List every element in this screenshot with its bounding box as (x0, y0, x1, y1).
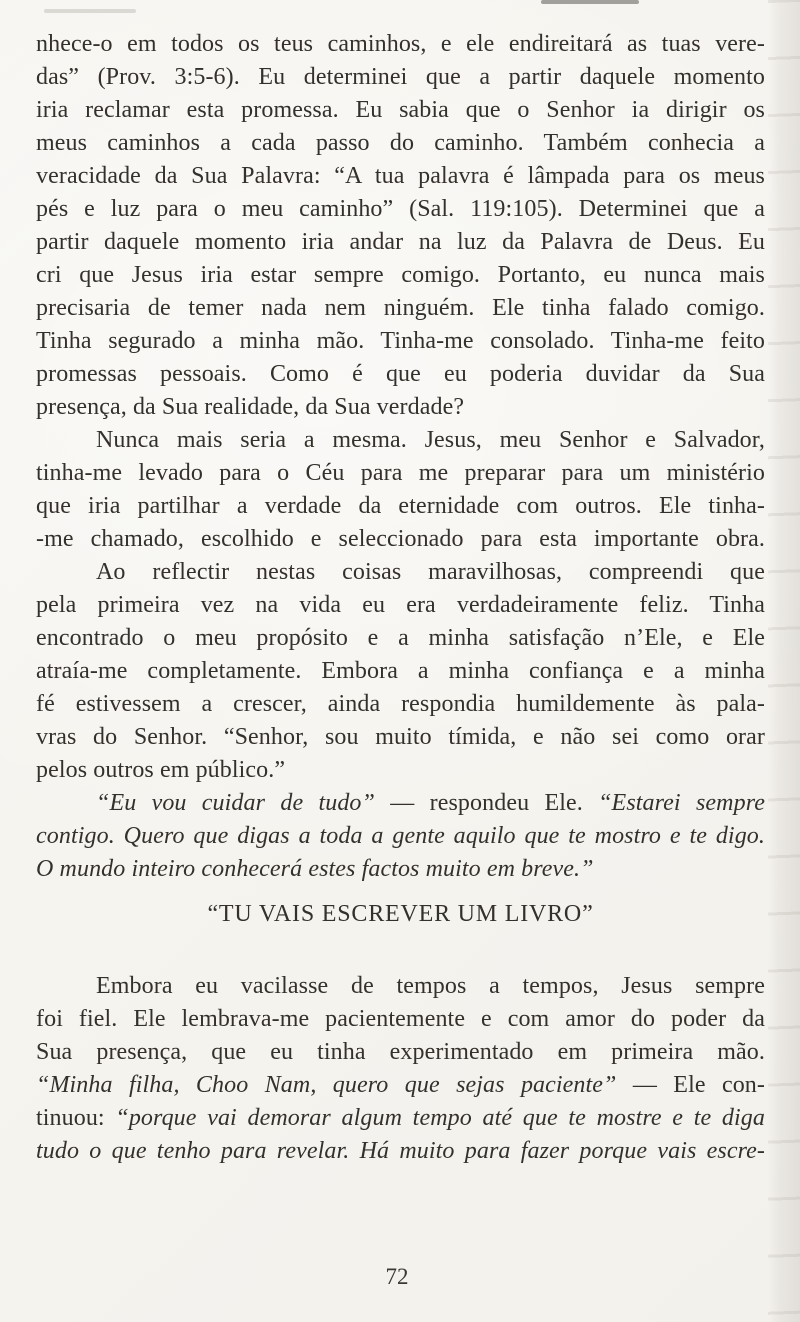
text-line (36, 556, 765, 589)
text-line (36, 589, 765, 622)
text-line (36, 1135, 765, 1168)
text-line (36, 391, 765, 424)
text-run: pelos outros em público.” (36, 757, 286, 783)
text-line (36, 424, 765, 457)
text-line (36, 94, 765, 127)
text-line (36, 1003, 765, 1036)
text-run: presença, da Sua realidade, da Sua verdade? (36, 394, 465, 420)
text-line (36, 688, 765, 721)
italic-text-run: “Minha filha, Choo Nam, quero que sejas paciente” (36, 1072, 617, 1098)
italic-text-run: tudo o que tenho para revelar. Há muito para fazer porque vais escre- (36, 1138, 765, 1164)
italic-text-run: “Estarei sempre (598, 790, 765, 816)
text-run: fé estivessem a crescer, ainda respondia humildemente às pala- (36, 691, 765, 717)
paragraph (36, 424, 765, 556)
text-run: Tinha segurado a minha mão. Tinha-me consolado. Tinha-me feito (36, 328, 765, 354)
text-run: promessas pessoais. Como é que eu poderia duvidar da Sua (36, 361, 765, 387)
text-run: iria reclamar esta promessa. Eu sabia que o Senhor ia dirigir os (36, 97, 765, 123)
text-run: atraía-me completamente. Embora a minha confiança e a minha (36, 658, 765, 684)
text-line (36, 28, 765, 61)
text-line (36, 970, 765, 1003)
italic-text-run: “Eu vou cuidar de tudo” (96, 790, 375, 816)
text-line (36, 1102, 765, 1135)
text-line (36, 193, 765, 226)
text-run: meus caminhos a cada passo do caminho. Também conhecia a (36, 130, 765, 156)
text-run: nhece-o em todos os teus caminhos, e ele endireitará as tuas vere- (36, 31, 765, 57)
text-line (36, 1069, 765, 1102)
text-run: — Ele con- (616, 1072, 765, 1098)
text-run: cri que Jesus iria estar sempre comigo. Portanto, eu nunca mais (36, 262, 765, 288)
text-run: partir daquele momento iria andar na luz da Palavra de Deus. Eu (36, 229, 765, 255)
scan-smudge-artifact (44, 9, 136, 13)
text-line (36, 622, 765, 655)
paragraph (36, 556, 765, 787)
text-run: pés e luz para o meu caminho” (Sal. 119:105). Determinei que a (36, 196, 765, 222)
paragraph (36, 970, 765, 1168)
text-line (36, 655, 765, 688)
section-heading: “TU VAIS ESCREVER UM LIVRO” (207, 901, 594, 927)
paragraph (36, 28, 765, 424)
text-line (36, 721, 765, 754)
text-run: tinuou: (36, 1105, 116, 1131)
text-line (36, 259, 765, 292)
text-line (36, 358, 765, 391)
text-line (36, 61, 765, 94)
text-line (36, 1036, 765, 1069)
text-run: pela primeira vez na vida eu era verdadeiramente feliz. Tinha (36, 592, 765, 618)
text-line (36, 490, 765, 523)
text-line (36, 325, 765, 358)
text-line (36, 160, 765, 193)
text-run: que iria partilhar a verdade da eternidade com outros. Ele tinha- (36, 493, 765, 519)
text-line (36, 127, 765, 160)
text-line (36, 820, 765, 853)
paragraph (36, 787, 765, 886)
page-number: 72 (385, 1264, 409, 1289)
text-line (36, 787, 765, 820)
page-edge-shadow (768, 0, 800, 1322)
text-line (36, 523, 765, 556)
italic-text-run: “porque vai demorar algum tempo até que te mostre e te diga (115, 1105, 765, 1131)
text-run: Nunca mais seria a mesma. Jesus, meu Senhor e Salvador, (96, 427, 765, 453)
text-run: Sua presença, que eu tinha experimentado em primeira mão. (36, 1039, 765, 1065)
scan-top-artifact (541, 0, 639, 4)
text-line (36, 853, 765, 886)
text-run: encontrado o meu propósito e a minha satisfação n’Ele, e Ele (36, 625, 765, 651)
text-column (36, 28, 765, 1168)
text-run: tinha-me levado para o Céu para me preparar para um ministério (36, 460, 765, 486)
text-run: veracidade da Sua Palavra: “A tua palavra é lâmpada para os meus (36, 163, 765, 189)
text-line (36, 754, 765, 787)
text-run: das” (Prov. 3:5-6). Eu determinei que a partir daquele momento (36, 64, 765, 90)
text-line (36, 226, 765, 259)
text-line (36, 292, 765, 325)
text-line (36, 457, 765, 490)
text-run: Ao reflectir nestas coisas maravilhosas, compreendi que (96, 559, 765, 585)
italic-text-run: O mundo inteiro conhecerá estes factos muito em breve.” (36, 856, 594, 882)
text-run: -me chamado, escolhido e seleccionado para esta importante obra. (36, 526, 765, 552)
text-run: vras do Senhor. “Senhor, sou muito tímida, e não sei como orar (36, 724, 765, 750)
text-run: Embora eu vacilasse de tempos a tempos, Jesus sempre (96, 973, 765, 999)
text-run: precisaria de temer nada nem ninguém. Ele tinha falado comigo. (36, 295, 765, 321)
italic-text-run: contigo. Quero que digas a toda a gente aquilo que te mostro e te digo. (36, 823, 765, 849)
text-run: foi fiel. Ele lembrava-me pacientemente e com amor do poder da (36, 1006, 765, 1032)
text-run: — respondeu Ele. (374, 790, 599, 816)
